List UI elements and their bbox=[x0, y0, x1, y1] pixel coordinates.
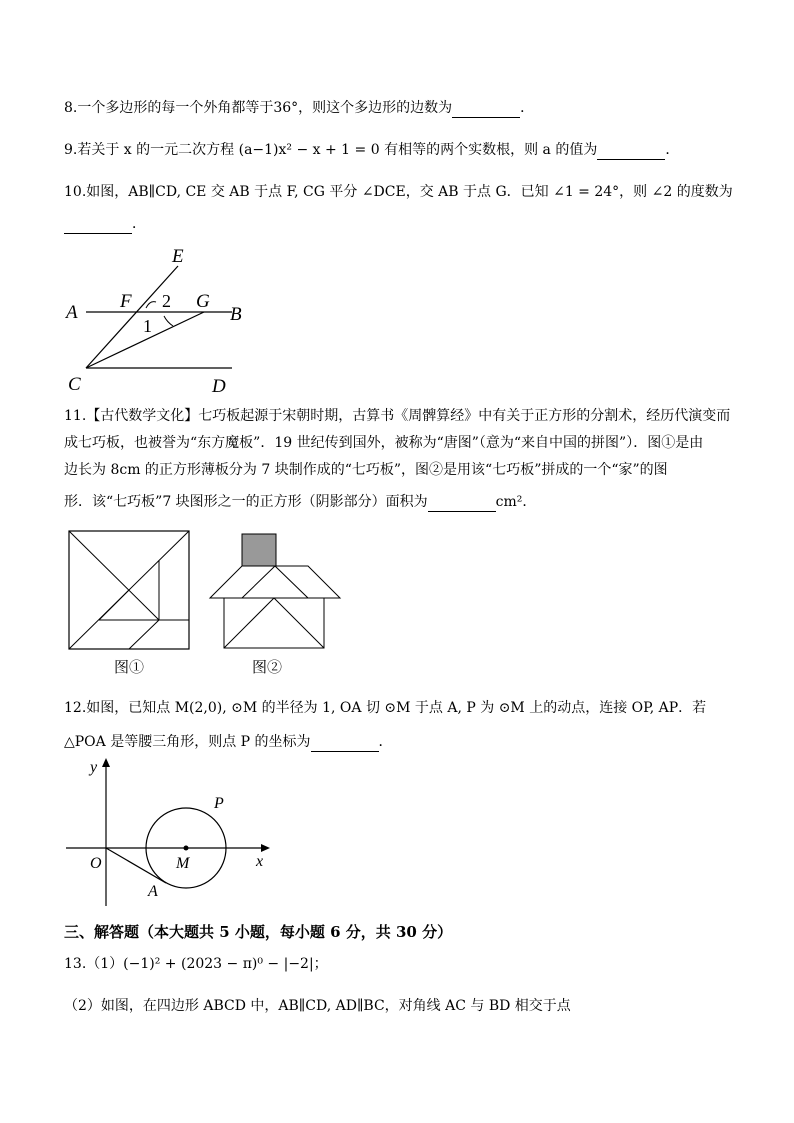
question-11-line-3: 边长为 8cm 的正方形薄板分为 7 块制作成的“七巧板”，图②是用该“七巧板”拼成的一个“家”的图 bbox=[64, 462, 668, 478]
label-O: O bbox=[90, 855, 102, 872]
label-y: y bbox=[90, 759, 98, 776]
answer-blank-10[interactable] bbox=[64, 233, 132, 234]
label-E: E bbox=[172, 246, 184, 267]
question-9: 9.若关于 x 的一元二次方程 (a−1)x² − x + 1 = 0 有相等的两个实数根，则 a 的值为 ． bbox=[64, 142, 680, 158]
label-angle-1: 1 bbox=[143, 316, 152, 336]
question-10 bbox=[64, 182, 733, 202]
label-x: x bbox=[256, 853, 264, 870]
section-3-heading: 三、解答题（本大题共 5 小题，每小题 6 分，共 30 分） bbox=[64, 923, 453, 941]
question-13-part-2: （2）如图，在四边形 ABCD 中，AB∥CD, AD∥BC，对角线 AC 与 BD 相交于点 bbox=[64, 998, 571, 1014]
answer-blank-8[interactable] bbox=[452, 117, 520, 118]
label-C: C bbox=[68, 374, 81, 395]
label-D: D bbox=[212, 376, 226, 397]
figure-2-caption: 图② bbox=[252, 658, 283, 676]
question-9-text: 9.若关于 x 的一元二次方程 (a−1)x² − x + 1 = 0 有相等的两个实数根，则 a 的值为 bbox=[64, 142, 598, 158]
figure-10-parallel-lines bbox=[60, 240, 260, 400]
question-11-line-1: 11.【古代数学文化】七巧板起源于宋朝时期，古算书《周髀算经》中有关于正方形的分割术，经历代演变而 bbox=[64, 408, 731, 424]
figure-12-coordinate-circle bbox=[62, 756, 282, 916]
question-8: 8.一个多边形的每一个外角都等于36°，则这个多边形的边数为 ． bbox=[64, 100, 535, 116]
label-G: G bbox=[196, 291, 210, 312]
question-11-line-4: 形．该“七巧板”7 块图形之一的正方形（阴影部分）面积为 cm²． bbox=[64, 494, 537, 510]
answer-blank-12[interactable] bbox=[311, 751, 379, 752]
question-8-text: 8.一个多边形的每一个外角都等于36°，则这个多边形的边数为 bbox=[64, 100, 453, 116]
figure-11-tangram-house bbox=[208, 530, 342, 652]
question-10-text: 10.如图，AB∥CD, CE 交 AB 于点 F, CG 平分 ∠DCE，交 AB 于点 G．已知 ∠1 = 24°，则 ∠2 的度数为 bbox=[64, 184, 733, 200]
label-A: A bbox=[148, 883, 158, 900]
answer-blank-9[interactable] bbox=[597, 159, 665, 160]
label-M: M bbox=[176, 855, 190, 872]
label-angle-2: 2 bbox=[162, 291, 171, 311]
figure-11-tangram-square bbox=[68, 530, 190, 650]
question-13-part-1: 13.（1）(−1)² + (2023 − π)⁰ − |−2|； bbox=[64, 956, 328, 972]
question-11-line-2: 成七巧板，也被誉为“东方魔板”．19 世纪传到国外，被称为“唐图”（意为“来自中国的拼图”）．图①是由 bbox=[64, 435, 704, 451]
question-12-line-1: 12.如图，已知点 M(2,0), ⊙M 的半径为 1, OA 切 ⊙M 于点 A, P 为 ⊙M 上的动点，连接 OP, AP．若 bbox=[64, 700, 707, 716]
label-B: B bbox=[230, 304, 242, 325]
label-P: P bbox=[214, 795, 224, 812]
figure-1-caption: 图① bbox=[114, 658, 145, 676]
label-F: F bbox=[120, 291, 132, 312]
question-12-line-2: △POA 是等腰三角形，则点 P 的坐标为 ． bbox=[64, 734, 393, 750]
question-10-answer-line: ． bbox=[64, 214, 146, 234]
label-A: A bbox=[66, 302, 78, 323]
answer-blank-11[interactable] bbox=[428, 511, 496, 512]
